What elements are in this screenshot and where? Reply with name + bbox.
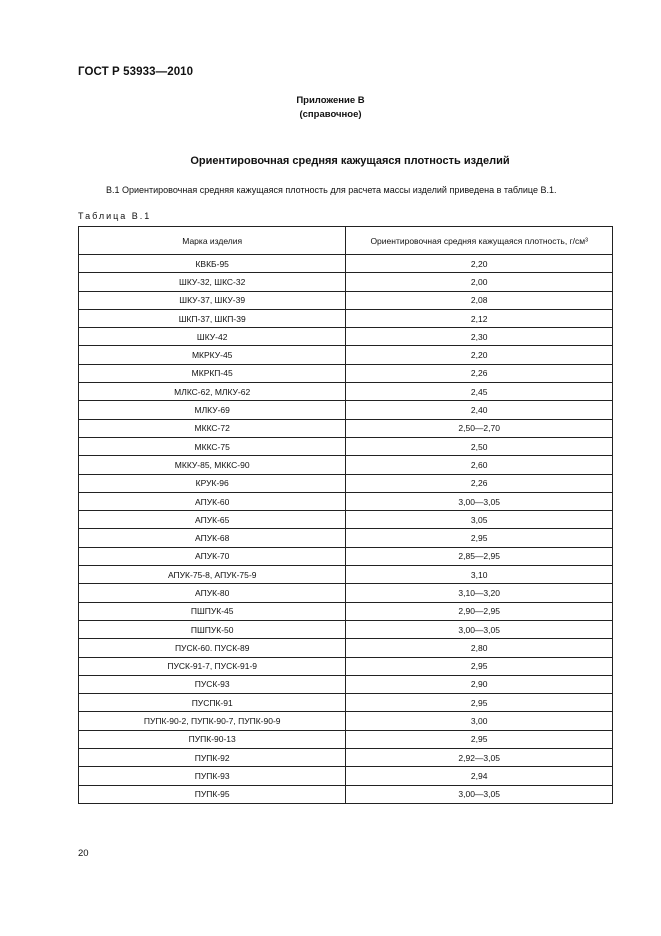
density-cell: 2,20 <box>346 346 613 364</box>
appendix-subtitle: (справочное) <box>299 109 362 120</box>
table-row <box>79 419 613 437</box>
product-mark-cell: ПУПК-90-13 <box>79 730 346 748</box>
table-row <box>79 346 613 364</box>
density-cell: 2,26 <box>346 364 613 382</box>
density-cell: 2,26 <box>346 474 613 492</box>
density-cell: 2,95 <box>346 529 613 547</box>
product-mark-cell: МЛКС-62, МЛКУ-62 <box>79 383 346 401</box>
density-cell: 2,95 <box>346 694 613 712</box>
density-cell: 2,00 <box>346 273 613 291</box>
table-row <box>79 785 613 803</box>
density-cell: 2,85—2,95 <box>346 547 613 565</box>
section-title: Ориентировочная средняя кажущаяся плотность изделий <box>190 155 510 167</box>
table-row <box>79 511 613 529</box>
table-row <box>79 401 613 419</box>
table-row <box>79 712 613 730</box>
product-mark-cell: АПУК-80 <box>79 584 346 602</box>
table-caption: Таблица В.1 <box>78 211 152 221</box>
product-mark-cell: КВКБ-95 <box>79 255 346 273</box>
product-mark-cell: ШКП-37, ШКП-39 <box>79 309 346 327</box>
table-row <box>79 602 613 620</box>
appendix-title: Приложение В <box>296 95 365 106</box>
header-product-mark: Марка изделия <box>79 227 346 255</box>
document-code: ГОСТ Р 53933—2010 <box>78 66 194 78</box>
table-row <box>79 328 613 346</box>
table-row <box>79 291 613 309</box>
density-cell: 2,90—2,95 <box>346 602 613 620</box>
product-mark-cell: ПУСК-60. ПУСК-89 <box>79 639 346 657</box>
density-cell: 2,95 <box>346 657 613 675</box>
product-mark-cell: МКРКП-45 <box>79 364 346 382</box>
table-row <box>79 694 613 712</box>
table-row <box>79 529 613 547</box>
product-mark-cell: МЛКУ-69 <box>79 401 346 419</box>
density-cell: 2,80 <box>346 639 613 657</box>
density-cell: 2,50 <box>346 437 613 455</box>
product-mark-cell: ПУСПК-91 <box>79 694 346 712</box>
density-cell: 2,90 <box>346 675 613 693</box>
table-body <box>79 255 613 804</box>
table-row <box>79 767 613 785</box>
product-mark-cell: АПУК-70 <box>79 547 346 565</box>
table-row <box>79 255 613 273</box>
product-mark-cell: АПУК-68 <box>79 529 346 547</box>
density-cell: 3,10 <box>346 566 613 584</box>
density-cell: 3,00—3,05 <box>346 492 613 510</box>
table-row <box>79 492 613 510</box>
density-cell: 2,30 <box>346 328 613 346</box>
density-cell: 3,00—3,05 <box>346 620 613 638</box>
density-cell: 2,60 <box>346 456 613 474</box>
density-cell: 2,50—2,70 <box>346 419 613 437</box>
table-row <box>79 657 613 675</box>
density-cell: 3,00—3,05 <box>346 785 613 803</box>
product-mark-cell: ПУСК-93 <box>79 675 346 693</box>
table-row <box>79 273 613 291</box>
product-mark-cell: МККУ-85, МККС-90 <box>79 456 346 474</box>
product-mark-cell: ШКУ-42 <box>79 328 346 346</box>
density-cell: 2,45 <box>346 383 613 401</box>
product-mark-cell: АПУК-75-8, АПУК-75-9 <box>79 566 346 584</box>
product-mark-cell: ПУПК-92 <box>79 749 346 767</box>
density-cell: 2,94 <box>346 767 613 785</box>
density-cell: 2,95 <box>346 730 613 748</box>
product-mark-cell: ПУПК-93 <box>79 767 346 785</box>
table-row <box>79 566 613 584</box>
product-mark-cell: ПШПУК-45 <box>79 602 346 620</box>
product-mark-cell: МККС-75 <box>79 437 346 455</box>
product-mark-cell: ПУСК-91-7, ПУСК-91-9 <box>79 657 346 675</box>
density-cell: 2,40 <box>346 401 613 419</box>
table-row <box>79 309 613 327</box>
table-row <box>79 547 613 565</box>
table-row <box>79 749 613 767</box>
page-number: 20 <box>78 848 89 859</box>
density-cell: 2,20 <box>346 255 613 273</box>
table-row <box>79 474 613 492</box>
density-cell: 3,00 <box>346 712 613 730</box>
product-mark-cell: МКРКУ-45 <box>79 346 346 364</box>
header-density: Ориентировочная средняя кажущаяся плотность, г/см³ <box>346 227 613 255</box>
product-mark-cell: ШКУ-32, ШКС-32 <box>79 273 346 291</box>
table-row <box>79 456 613 474</box>
product-mark-cell: ШКУ-37, ШКУ-39 <box>79 291 346 309</box>
density-table <box>78 226 613 804</box>
product-mark-cell: АПУК-60 <box>79 492 346 510</box>
table-row <box>79 675 613 693</box>
table-row <box>79 364 613 382</box>
density-cell: 2,92—3,05 <box>346 749 613 767</box>
table-row <box>79 639 613 657</box>
table-row <box>79 383 613 401</box>
density-cell: 3,05 <box>346 511 613 529</box>
density-cell: 2,08 <box>346 291 613 309</box>
table-row <box>79 584 613 602</box>
product-mark-cell: ПШПУК-50 <box>79 620 346 638</box>
product-mark-cell: КРУК-96 <box>79 474 346 492</box>
table-header-row <box>79 227 613 255</box>
intro-paragraph: В.1 Ориентировочная средняя кажущаяся плотность для расчета массы изделий приведена в таблице В.1. <box>106 185 557 195</box>
density-cell: 3,10—3,20 <box>346 584 613 602</box>
table-row <box>79 620 613 638</box>
table-row <box>79 437 613 455</box>
product-mark-cell: МККС-72 <box>79 419 346 437</box>
product-mark-cell: АПУК-65 <box>79 511 346 529</box>
product-mark-cell: ПУПК-90-2, ПУПК-90-7, ПУПК-90-9 <box>79 712 346 730</box>
product-mark-cell: ПУПК-95 <box>79 785 346 803</box>
density-cell: 2,12 <box>346 309 613 327</box>
table-row <box>79 730 613 748</box>
